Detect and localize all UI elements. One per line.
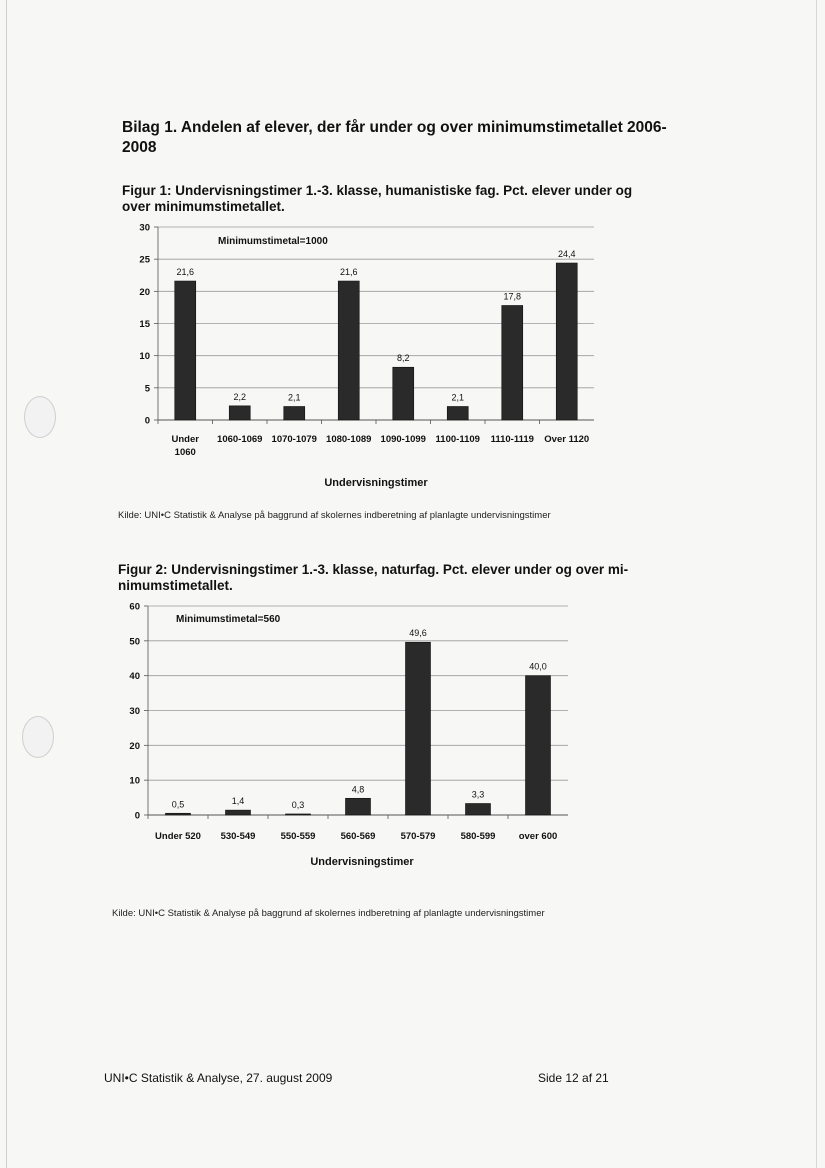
data-label: 1,4 [231,796,245,807]
category-label: 1090-1099 [380,434,426,445]
category-label: 1060-1069 [217,434,263,445]
y-tick-label: 10 [139,351,150,363]
bar [526,676,551,815]
y-tick-label: 10 [129,775,140,787]
y-tick-label: 20 [139,286,150,298]
page-title: Bilag 1. Andelen af elever, der får under og over minimumstimetallet 2006-2008 [122,119,667,156]
category-label: over 600 [518,831,558,842]
bar [346,798,371,815]
data-label: 2,1 [451,392,465,403]
data-label: 17,8 [503,291,522,302]
y-tick-label: 30 [129,706,140,717]
figure-1-source: Kilde: UNI•C Statistik & Analyse på baggrund af skolernes indberetning af planlagte undervisningstimer [118,510,551,521]
y-tick-label: 5 [144,383,150,395]
y-tick-label: 20 [129,740,140,752]
footer-left: UNI•C Statistik & Analyse, 27. august 2009 [104,1071,333,1085]
category-label: 550-559 [280,831,316,842]
y-tick-label: 0 [144,415,150,427]
y-tick-label: 40 [129,671,140,683]
data-label: 2,1 [287,392,301,403]
minimum-annotation: Minimumstimetal=560 [176,614,281,625]
data-label: 40,0 [529,661,547,672]
category-label: 580-599 [460,831,496,842]
category-label: 560-569 [340,831,376,842]
category-label: 1070-1079 [271,434,317,445]
bar [406,642,431,815]
y-tick-label: 30 [139,222,150,234]
data-label: 21,6 [176,267,195,278]
data-label: 8,2 [396,353,410,364]
figure-2-source: Kilde: UNI•C Statistik & Analyse på baggrund af skolernes indberetning af planlagte undervisningstimer [112,908,545,919]
data-label: 4,8 [351,784,365,795]
data-label: 21,6 [339,267,358,278]
bar [226,810,251,815]
category-label: Under [171,434,199,445]
data-label: 49,6 [409,628,427,639]
x-axis-label: Undervisningstimer [324,477,428,489]
bar [286,814,311,815]
bar [466,804,491,815]
y-tick-label: 25 [139,254,150,266]
category-label: 570-579 [400,831,436,842]
y-tick-label: 50 [129,636,140,648]
category-label: 530-549 [220,831,256,842]
figure-2-title: Figur 2: Undervisningstimer 1.-3. klasse, naturfag. Pct. elever under og over mi-nimumstimetallet. [118,562,629,593]
data-label: 24,4 [557,249,576,260]
footer-right: Side 12 af 21 [538,1071,609,1085]
y-tick-label: 60 [129,601,140,613]
data-label: 3,3 [471,789,485,800]
category-label: Over 1120 [544,434,590,445]
data-label: 0,3 [291,799,305,810]
y-tick-label: 0 [134,810,140,822]
category-label-line2: 1060 [174,447,196,458]
minimum-annotation: Minimumstimetal=1000 [218,236,328,247]
figure-1-title: Figur 1: Undervisningstimer 1.-3. klasse, humanistiske fag. Pct. elever under og over minimumstimetallet. [122,183,633,214]
category-label: 1080-1089 [326,434,372,445]
data-label: 0,5 [171,799,185,810]
data-label: 2,2 [233,391,247,402]
category-label: Under 520 [155,831,201,842]
x-axis-label: Undervisningstimer [310,856,414,868]
category-label: 1100-1109 [435,434,480,445]
category-label: 1110-1119 [490,434,534,445]
y-tick-label: 15 [139,319,150,330]
bar [166,813,191,815]
